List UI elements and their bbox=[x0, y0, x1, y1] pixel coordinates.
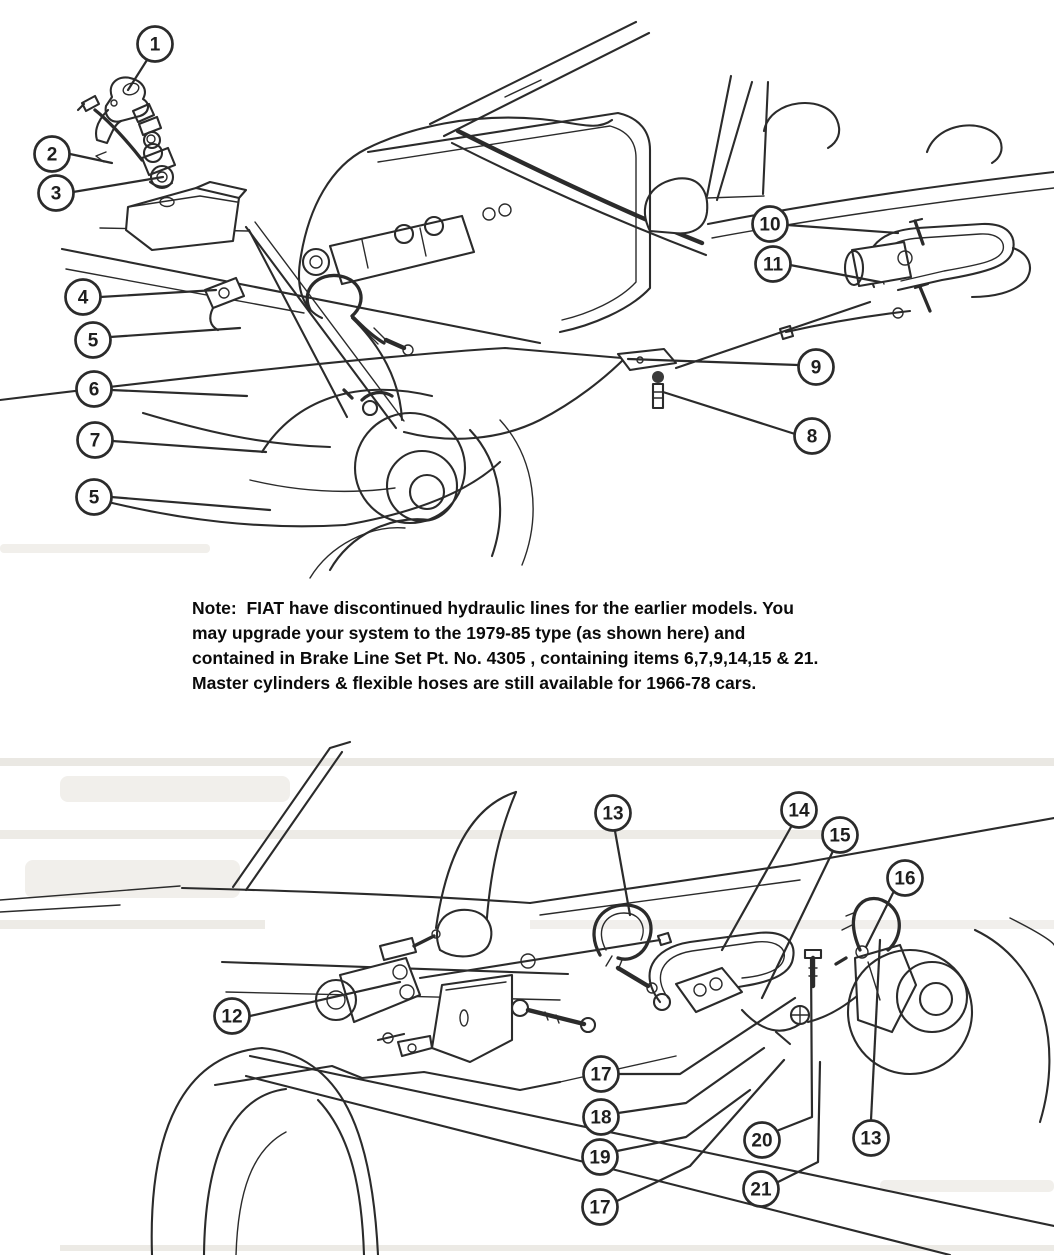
callout-4 bbox=[66, 280, 217, 315]
callout-8 bbox=[663, 392, 830, 454]
callout-number: 17 bbox=[589, 1197, 611, 1219]
callout-number: 5 bbox=[88, 487, 100, 509]
note-line-1: Note: FIAT have discontinued hydraulic lines for the earlier models. You bbox=[192, 598, 794, 618]
callout-leader-line bbox=[70, 154, 112, 163]
rear-brake-lines-diagram bbox=[0, 740, 1054, 1255]
callout-number: 21 bbox=[750, 1179, 772, 1201]
callout-number: 6 bbox=[88, 379, 100, 401]
front-brake-components bbox=[78, 77, 1030, 523]
callout-leader-line bbox=[110, 328, 240, 337]
callout-number: 17 bbox=[590, 1064, 612, 1086]
top-callouts bbox=[35, 27, 899, 515]
callout-leader-line bbox=[779, 958, 812, 1130]
callout-number: 18 bbox=[590, 1107, 612, 1129]
callout-number: 4 bbox=[77, 287, 89, 309]
callout-number: 1 bbox=[149, 34, 161, 56]
callout-leader-line bbox=[663, 392, 795, 434]
callout-number: 8 bbox=[806, 426, 818, 448]
note-text bbox=[192, 596, 932, 696]
callout-number: 14 bbox=[788, 800, 810, 822]
callout-leader-line bbox=[112, 441, 266, 452]
note-line-3: contained in Brake Line Set Pt. No. 4305 , containing items 6,7,9,14,15 & 21. bbox=[192, 648, 819, 668]
callout-6 bbox=[77, 372, 248, 407]
callout-leader-line bbox=[73, 177, 163, 192]
callout-number: 20 bbox=[751, 1130, 773, 1152]
callout-number: 12 bbox=[221, 1006, 243, 1028]
callout-number: 13 bbox=[602, 803, 624, 825]
bleed-through-artifacts bbox=[0, 40, 1054, 553]
callout-leader-line bbox=[787, 225, 898, 233]
callout-20 bbox=[745, 958, 813, 1158]
callout-7 bbox=[78, 423, 267, 458]
callout-number: 9 bbox=[810, 357, 822, 379]
callout-leader-line bbox=[111, 390, 247, 396]
note-line-4: Master cylinders & flexible hoses are still available for 1966-78 cars. bbox=[192, 673, 757, 693]
callout-5 bbox=[77, 480, 271, 515]
callout-number: 7 bbox=[89, 430, 101, 452]
callout-1 bbox=[128, 27, 173, 91]
callout-number: 2 bbox=[46, 144, 58, 166]
callout-leader-line bbox=[618, 1048, 764, 1113]
callout-17 bbox=[584, 998, 796, 1092]
callout-leader-line bbox=[615, 831, 630, 915]
front-brake-lines-diagram bbox=[0, 0, 1054, 580]
callout-number: 5 bbox=[87, 330, 99, 352]
car-body-outline-top bbox=[0, 22, 1054, 578]
callout-number: 15 bbox=[829, 825, 851, 847]
callout-number: 19 bbox=[589, 1147, 611, 1169]
callout-number: 10 bbox=[759, 214, 781, 236]
callout-number: 13 bbox=[860, 1128, 882, 1150]
callout-number: 11 bbox=[762, 254, 784, 276]
callout-number: 3 bbox=[50, 183, 62, 205]
note-line-2: may upgrade your system to the 1979-85 type (as shown here) and bbox=[192, 623, 746, 643]
bottom-callouts bbox=[215, 793, 923, 1225]
callout-15 bbox=[762, 818, 858, 999]
callout-16 bbox=[866, 861, 923, 948]
callout-number: 16 bbox=[894, 868, 916, 890]
callout-13 bbox=[596, 796, 631, 916]
